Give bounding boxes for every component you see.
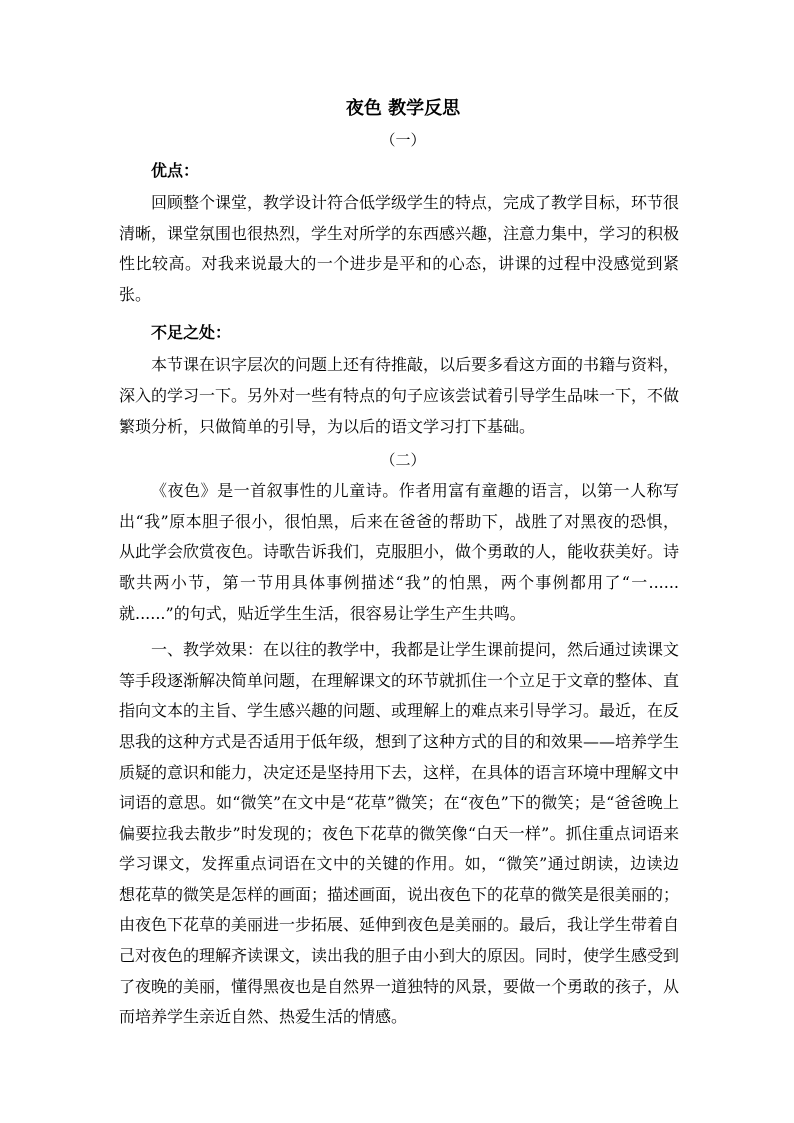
section-mark-one: （一） — [380, 131, 426, 149]
teaching-effect-paragraph: 一、教学效果：在以往的教学中，我都是让学生课前提问，然后通过读课文等手段逐渐解决简单问题，在理解课文的环节就抓住一个立足于文章的整体、直指向文本的主旨、学生感兴趣的问题、或理解上的难点来引导学习。最近，在反思我的这种方式是否适用于低年级，想到了这种方式的目的和效果——培养学生质疑的意识和能力，决定还是坚持用下去，这样，在具体的语言环境中理解文中词语的意思。如“微笑”在文中是“花草”微笑；在“夜色”下的微笑；是“爸爸晚上偏要拉我去散步”时发现的；夜色下花草的微笑像“白天一样”。抓住重点词语来学习课文，发挥重点词语在文中的关键的作用。如，“微笑”通过朗读，边读边想花草的微笑是怎样的画面；描述画面，说出夜色下的花草的微笑是很美丽的；由夜色下花草的美丽进一步拓展、延伸到夜色是美丽的。最后，我让学生带着自己对夜色的理解齐读课文，读出我的胆子由小到大的原因。同时，使学生感受到了夜晚的美丽，懂得黑夜也是自然界一道独特的风景，要做一个勇敢的孩子，从而培养学生亲近自然、热爱生活的情感。 — [119, 640, 680, 1027]
intro-paragraph: 《夜色》是一首叙事性的儿童诗。作者用富有童趣的语言，以第一人称写出“我”原本胆子很小，很怕黑，后来在爸爸的帮助下，战胜了对黑夜的恐惧，从此学会欣赏夜色。诗歌告诉我们，克服胆小，做个勇敢的人，能收获美好。诗歌共两小节，第一节用具体事例描述“我”的怕黑，两个事例都用了“一......就......”的句式，贴近学生生活，很容易让学生产生共鸣。 — [119, 481, 680, 623]
document-page — [119, 96, 679, 1033]
strengths-heading: 优点： — [151, 161, 200, 180]
document-title: 夜色 教学反思 — [345, 98, 461, 119]
weakness-paragraph: 本节课在识字层次的问题上还有待推敲，以后要多看这方面的书籍与资料，深入的学习一下。另外对一些有特点的句子应该尝试着引导学生品味一下，不做繁琐分析，只做简单的引导，为以后的语文学习打下基础。 — [119, 355, 680, 436]
strengths-paragraph: 回顾整个课堂，教学设计符合低学级学生的特点，完成了教学目标，环节很清晰，课堂氛围也很热烈，学生对所学的东西感兴趣，注意力集中，学习的积极性比较高。对我来说最大的一个进步是平和的心态，讲课的过程中没感觉到紧张。 — [119, 193, 680, 304]
weakness-heading: 不足之处： — [151, 323, 232, 343]
section-mark-two: （二） — [380, 451, 426, 470]
